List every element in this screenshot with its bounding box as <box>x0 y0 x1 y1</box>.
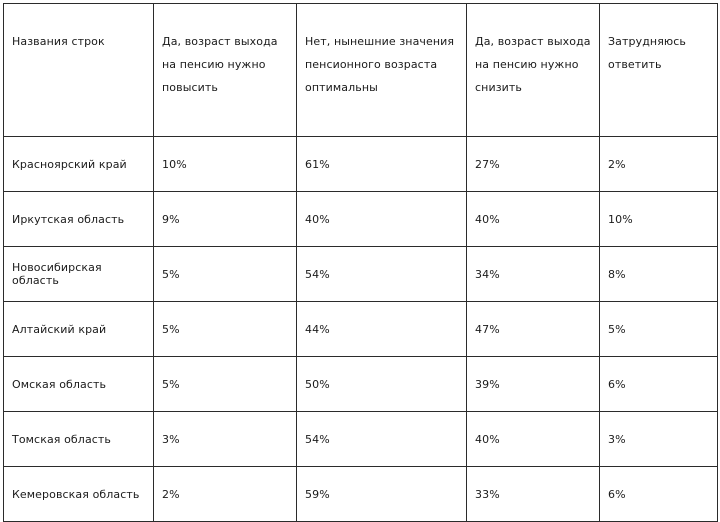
cell-raise-age: 5% <box>154 357 297 412</box>
row-label: Красноярский край <box>4 137 154 192</box>
cell-raise-age: 10% <box>154 137 297 192</box>
table-row <box>4 247 718 302</box>
cell-raise-age: 5% <box>154 247 297 302</box>
cell-lower-age: 33% <box>467 467 600 522</box>
row-label: Новосибирская область <box>4 247 154 302</box>
table-header <box>4 4 718 137</box>
cell-undecided: 6% <box>600 467 718 522</box>
cell-raise-age: 5% <box>154 302 297 357</box>
cell-lower-age: 47% <box>467 302 600 357</box>
row-label: Томская область <box>4 412 154 467</box>
cell-undecided: 2% <box>600 137 718 192</box>
cell-raise-age: 2% <box>154 467 297 522</box>
cell-lower-age: 34% <box>467 247 600 302</box>
column-header-raise-age: Да, возраст выхода на пенсию нужно повысить <box>154 4 297 137</box>
cell-keep-age: 61% <box>297 137 467 192</box>
row-label: Кемеровская область <box>4 467 154 522</box>
cell-lower-age: 39% <box>467 357 600 412</box>
cell-raise-age: 3% <box>154 412 297 467</box>
cell-raise-age: 9% <box>154 192 297 247</box>
column-header-region: Названия строк <box>4 4 154 137</box>
cell-keep-age: 59% <box>297 467 467 522</box>
header-row <box>4 4 718 137</box>
cell-keep-age: 44% <box>297 302 467 357</box>
cell-keep-age: 50% <box>297 357 467 412</box>
table-row <box>4 412 718 467</box>
column-header-undecided: Затрудняюсь ответить <box>600 4 718 137</box>
cell-keep-age: 54% <box>297 247 467 302</box>
table-row <box>4 192 718 247</box>
table-body <box>4 137 718 522</box>
cell-lower-age: 27% <box>467 137 600 192</box>
table-row <box>4 357 718 412</box>
row-label: Алтайский край <box>4 302 154 357</box>
row-label: Омская область <box>4 357 154 412</box>
cell-undecided: 6% <box>600 357 718 412</box>
cell-keep-age: 54% <box>297 412 467 467</box>
table-row <box>4 137 718 192</box>
cell-undecided: 3% <box>600 412 718 467</box>
cell-undecided: 8% <box>600 247 718 302</box>
cell-undecided: 5% <box>600 302 718 357</box>
table-row <box>4 302 718 357</box>
column-header-lower-age: Да, возраст выхода на пенсию нужно снизить <box>467 4 600 137</box>
cell-lower-age: 40% <box>467 192 600 247</box>
row-label: Иркутская область <box>4 192 154 247</box>
cell-lower-age: 40% <box>467 412 600 467</box>
cell-keep-age: 40% <box>297 192 467 247</box>
table-row <box>4 467 718 522</box>
pension-age-survey-table <box>3 3 718 522</box>
cell-undecided: 10% <box>600 192 718 247</box>
column-header-keep-age: Нет, нынешние значения пенсионного возраста оптимальны <box>297 4 467 137</box>
